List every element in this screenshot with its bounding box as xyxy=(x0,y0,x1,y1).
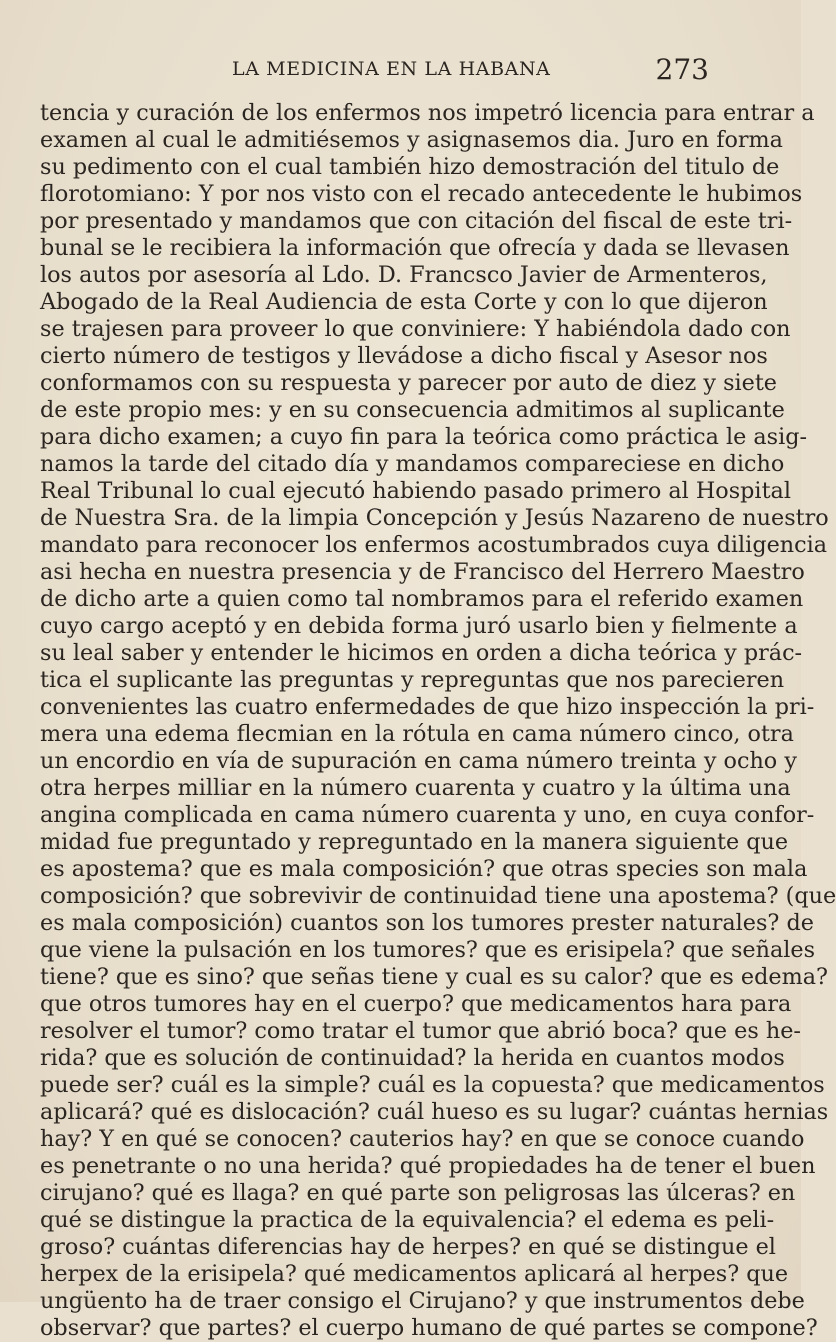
text-line: cierto número de testigos y llevádose a dicho fiscal y Asesor nos xyxy=(40,343,768,369)
text-line: Abogado de la Real Audiencia de esta Corte y con lo que dijeron xyxy=(40,289,768,315)
text-line: tiene? que es sino? que señas tiene y cual es su calor? que es edema? xyxy=(40,964,828,990)
text-line: tica el suplicante las preguntas y repreguntas que nos parecieren xyxy=(40,667,785,693)
text-line: otra herpes milliar en la número cuarenta y cuatro y la última una xyxy=(40,775,791,801)
text-line: que viene la pulsación en los tumores? que es erisipela? que señales xyxy=(40,937,816,963)
text-line: Real Tribunal lo cual ejecutó habiendo pasado primero al Hospital xyxy=(40,478,791,504)
text-line: cirujano? qué es llaga? en qué parte son peligrosas las úlceras? en xyxy=(40,1180,796,1206)
text-line: ungüento ha de traer consigo el Cirujano? y que instrumentos debe xyxy=(40,1288,805,1314)
text-line: composición? que sobrevivir de continuidad tiene una apostema? (que xyxy=(40,883,836,909)
text-line: angina complicada en cama número cuarenta y uno, en cuya confor- xyxy=(40,802,815,828)
page-number: 273 xyxy=(655,53,709,86)
text-line: de Nuestra Sra. de la limpia Concepción y Jesús Nazareno de nuestro xyxy=(40,505,829,531)
text-line: para dicho examen; a cuyo fin para la teórica como práctica le asig- xyxy=(40,424,808,450)
text-line: de dicho arte a quien como tal nombramos para el referido examen xyxy=(40,586,804,612)
body-text xyxy=(40,100,836,1342)
text-line: bunal se le recibiera la información que ofrecía y dada se llevasen xyxy=(40,235,790,261)
text-line: puede ser? cuál es la simple? cuál es la copuesta? que medicamentos xyxy=(40,1072,825,1098)
text-line: rida? que es solución de continuidad? la herida en cuantos modos xyxy=(40,1045,785,1071)
text-line: de este propio mes: y en su consecuencia admitimos al suplicante xyxy=(40,397,785,423)
text-line: examen al cual le admitiésemos y asignasemos dia. Juro en forma xyxy=(40,127,783,153)
text-line: mera una edema flecmian en la rótula en cama número cinco, otra xyxy=(40,721,794,747)
text-line: midad fue preguntado y repreguntado en la manera siguiente que xyxy=(40,829,789,855)
text-line: es apostema? que es mala composición? que otras species son mala xyxy=(40,856,808,882)
text-line: se trajesen para proveer lo que conviniere: Y habiéndola dado con xyxy=(40,316,791,342)
text-line: florotomiano: Y por nos visto con el recado antecedente le hubimos xyxy=(40,181,803,207)
text-line: convenientes las cuatro enfermedades de que hizo inspección la pri- xyxy=(40,694,815,720)
text-line: mandato para reconocer los enfermos acostumbrados cuya diligencia xyxy=(40,532,828,558)
text-line: su leal saber y entender le hicimos en orden a dicha teórica y prác- xyxy=(40,640,803,666)
text-line: asi hecha en nuestra presencia y de Francisco del Herrero Maestro xyxy=(40,559,805,585)
text-line: qué se distingue la practica de la equivalencia? el edema es peli- xyxy=(40,1207,775,1233)
text-line: namos la tarde del citado día y mandamos compareciese en dicho xyxy=(40,451,785,477)
text-line: groso? cuántas diferencias hay de herpes? en qué se distingue el xyxy=(40,1234,776,1260)
text-line: aplicará? qué es dislocación? cuál hueso es su lugar? cuántas hernias xyxy=(40,1099,829,1125)
text-line: herpex de la erisipela? qué medicamentos aplicará al herpes? que xyxy=(40,1261,789,1287)
text-line: tencia y curación de los enfermos nos impetró licencia para entrar a xyxy=(40,100,815,126)
running-header xyxy=(0,53,801,88)
text-line: conformamos con su respuesta y parecer por auto de diez y siete xyxy=(40,370,777,396)
text-line: es penetrante o no una herida? qué propiedades ha de tener el buen xyxy=(40,1153,816,1179)
text-line: hay? Y en qué se conocen? cauterios hay? en que se conoce cuando xyxy=(40,1126,805,1152)
text-line: su pedimento con el cual también hizo demostración del titulo de xyxy=(40,154,780,180)
text-line: es mala composición) cuantos son los tumores prester naturales? de xyxy=(40,910,814,936)
text-line: por presentado y mandamos que con citación del fiscal de este tri- xyxy=(40,208,793,234)
text-line: un encordio en vía de supuración en cama número treinta y ocho y xyxy=(40,748,797,774)
text-line: que otros tumores hay en el cuerpo? que medicamentos hara para xyxy=(40,991,792,1017)
text-line: cuyo cargo aceptó y en debida forma juró usarlo bien y fielmente a xyxy=(40,613,798,639)
text-line: observar? que partes? el cuerpo humano de qué partes se compone? xyxy=(40,1315,818,1341)
text-line: resolver el tumor? como tratar el tumor que abrió boca? que es he- xyxy=(40,1018,801,1044)
running-title: LA MEDICINA EN LA HABANA xyxy=(232,58,551,80)
text-line: los autos por asesoría al Ldo. D. Francsco Javier de Armenteros, xyxy=(40,262,768,288)
